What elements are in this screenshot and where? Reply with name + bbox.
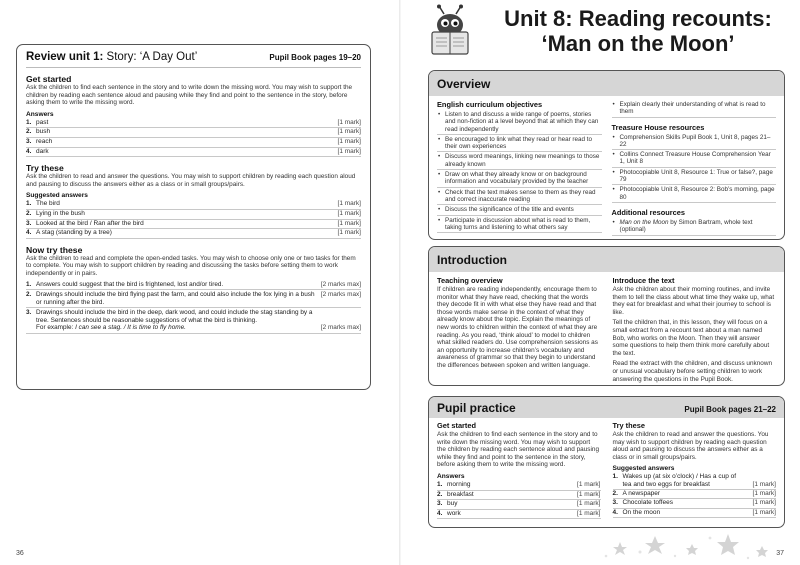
- page-number-right: 37: [776, 550, 784, 557]
- answer-row: 3. buy [1 mark]: [437, 500, 601, 510]
- answer-row: 1. past [1 mark]: [26, 119, 361, 129]
- answers-label: Answers: [26, 110, 54, 118]
- try-these-text: Ask the children to read and answer the questions. You may wish to support children by reading each question aloud and pausing to discuss the answers either as a class or in small groups/pairs.: [26, 173, 356, 188]
- answer-row: 1. Answers could suggest that the bird is frightened, lost and/or tired. [2 marks max]: [26, 280, 361, 291]
- additional-heading: Additional resources: [611, 207, 686, 217]
- answer-row: 2. Lying in the bush [1 mark]: [26, 210, 361, 220]
- review-pages: Pupil Book pages 19–20: [269, 53, 361, 62]
- get-started-answers: [26, 119, 361, 157]
- resource-item: • Collins Connect Treasure House Comprehension Year 1, Unit 8: [612, 150, 777, 168]
- answer-row: 1. morning [1 mark]: [437, 481, 601, 491]
- try-these-answers: [26, 200, 361, 238]
- get-started-text: Ask the children to find each sentence in the story and to write down the missing word. You may wish to support the children by reading each sentence aloud and pausing while they find and point to the sentence in the story, before asking them to write the missing word.: [26, 84, 353, 107]
- introduction-heading: Introduction: [437, 253, 507, 267]
- practice-suggested-label: Suggested answers: [612, 465, 675, 473]
- answer-row: 3. Looked at the bird / Ran after the bird [1 mark]: [26, 220, 361, 230]
- practice-answers: [437, 481, 601, 519]
- introduction-header: [429, 247, 784, 272]
- objective-item: • Listen to and discuss a wide range of poems, stories and non-fiction at a level beyond that at which they can read independently: [437, 110, 602, 135]
- objective-item: • Be encouraged to link what they read or hear read to their own experiences: [437, 135, 602, 153]
- practice-pages: Pupil Book pages 21–22: [684, 405, 776, 414]
- answer-row: 4. On the moon [1 mark]: [613, 509, 777, 519]
- unit-title: Unit 8: Reading recounts: ‘Man on the Moon’: [504, 6, 772, 56]
- practice-heading: Pupil practice: [437, 401, 516, 415]
- answer-row: 4. A stag (standing by a tree) [1 mark]: [26, 229, 361, 239]
- now-try-heading: Now try these: [26, 244, 83, 255]
- practice-try-heading: Try these: [612, 421, 645, 430]
- objective-item: • Discuss the significance of the title and events: [437, 205, 602, 215]
- objective-item: • Participate in discussion about what is read to them, taking turns and listening to what others say: [437, 216, 602, 234]
- practice-get-started-heading: Get started: [437, 421, 477, 430]
- answer-row: 3. Drawings should include the bird in the deep, dark wood, and could include the stag standing by a tree. Sentences should be reasonable suggestions of what the bird is thinking. For example: I can see a stag. / It is time to fly home. [2 marks max]: [26, 308, 361, 334]
- introduction-box: [428, 246, 785, 386]
- pupil-practice-box: [428, 396, 785, 528]
- objectives-heading: English curriculum objectives: [437, 100, 543, 109]
- overview-box: [428, 70, 785, 240]
- answer-row: 3. reach [1 mark]: [26, 138, 361, 148]
- introduce-text-p2: Tell the children that, in this lesson, they will focus on a small extract from a recount text about a man named Bob, who works on the Moon. Then they will answer some questions to help them think more carefully about the text.: [612, 319, 770, 357]
- suggested-answers-label: Suggested answers: [26, 192, 88, 200]
- answer-row: 1. Wakes up (at six o’clock) / Has a cup of tea and two eggs for breakfast [1 mark]: [612, 473, 776, 488]
- resource-item: • Comprehension Skills Pupil Book 1, Unit 8, pages 21–22: [612, 133, 777, 151]
- now-try-answers: [26, 280, 361, 335]
- teaching-overview-text: If children are reading independently, encourage them to monitor what they have read, checking that the words they decode fit in with what else they have read and that those words make sense in the context of what they already know about the topic. Explain the meanings of new words to children within the context of what they are reading. As you read, ‘think aloud’ to model to children what skilled readers do. Use comprehension sessions as an opportunity to increase children’s vocabulary and awareness of grammar so that they begin to understand the differences between spoken and written language.: [437, 286, 598, 369]
- overview-heading: Overview: [437, 77, 491, 91]
- practice-try-text: Ask the children to read and answer the questions. You may wish to support children by reading each question aloud and pausing to discuss the answers either as a class or in small groups/pairs.: [612, 431, 769, 461]
- answer-row: 4. dark [1 mark]: [26, 148, 361, 158]
- introduce-text-heading: Introduce the text: [612, 276, 675, 285]
- additional-list: [612, 218, 777, 236]
- practice-header: [429, 397, 784, 418]
- introduce-text-p1: Ask the children about their morning routines, and invite them to tell the class about what time they wake up, what they eat for breakfast and what their journey to school is like.: [612, 286, 775, 316]
- review-title: [26, 51, 197, 63]
- answer-row: 2. A newspaper [1 mark]: [613, 490, 777, 500]
- review-title-bold: Review unit 1:: [26, 51, 104, 63]
- bug-mascot-icon: [426, 4, 474, 56]
- teaching-overview-heading: Teaching overview: [437, 276, 503, 285]
- resource-item: • Photocopiable Unit 8, Resource 1: True or false?, page 79: [612, 168, 777, 186]
- objectives-list: [437, 110, 602, 233]
- objective-item: • Check that the text makes sense to them as they read and correct inaccurate reading: [437, 188, 602, 206]
- stars-decoration-icon: [600, 530, 780, 564]
- answer-row: 2. bush [1 mark]: [26, 128, 361, 138]
- review-header: [26, 51, 361, 63]
- additional-item: • Man on the Moon by Simon Bartram, whole text (optional): [612, 218, 777, 236]
- practice-get-started-text: Ask the children to find each sentence in the story and to write down the missing word. You may wish to support the children by reading each sentence aloud and pausing while they find and point to the sentence in the story, before asking them to write the missing word.: [437, 431, 600, 469]
- introduce-text-p3: Read the extract with the children, and discuss unknown or unusual vocabulary before setting children to work answering the questions in the Pupil Book.: [612, 360, 773, 383]
- overview-header: [429, 71, 784, 96]
- get-started-heading: Get started: [26, 74, 72, 84]
- try-these-heading: Try these: [26, 163, 64, 174]
- resource-item: • Photocopiable Unit 8, Resource 2: Bob’s morning, page 80: [612, 185, 777, 203]
- practice-suggested-answers: [613, 473, 777, 518]
- objective-item: • Explain clearly their understanding of what is read to them: [612, 100, 777, 118]
- now-try-text: Ask the children to read and complete the open-ended tasks. You may wish to choose only one or two tasks for them to complete. You may wish to support children by reading and discussing the tasks before setting them to work independently or in pairs.: [26, 254, 356, 277]
- review-title-rest: Story: ‘A Day Out’: [103, 51, 198, 63]
- answer-row: 4. work [1 mark]: [437, 510, 601, 520]
- page-number-left: 36: [16, 550, 24, 557]
- answer-row: 1. The bird [1 mark]: [26, 200, 361, 210]
- practice-answers-label: Answers: [437, 472, 465, 480]
- answer-row: 2. Drawings should include the bird flying past the farm, and could also include the fox lying in a bush or running after the bird. [2 marks max]: [26, 290, 361, 308]
- page-gutter: [399, 0, 401, 565]
- answer-row: 2. breakfast [1 mark]: [437, 491, 601, 501]
- objectives-list-continued: [612, 100, 777, 118]
- resources-heading: Treasure House resources: [611, 122, 705, 132]
- objective-item: • Draw on what they already know or on background information and vocabulary provided by the teacher: [437, 170, 602, 188]
- objective-item: • Discuss word meanings, linking new meanings to those already known: [437, 152, 602, 170]
- resources-list: [612, 133, 777, 203]
- answer-row: 3. Chocolate toffees [1 mark]: [613, 499, 777, 509]
- review-unit-box: [16, 44, 371, 390]
